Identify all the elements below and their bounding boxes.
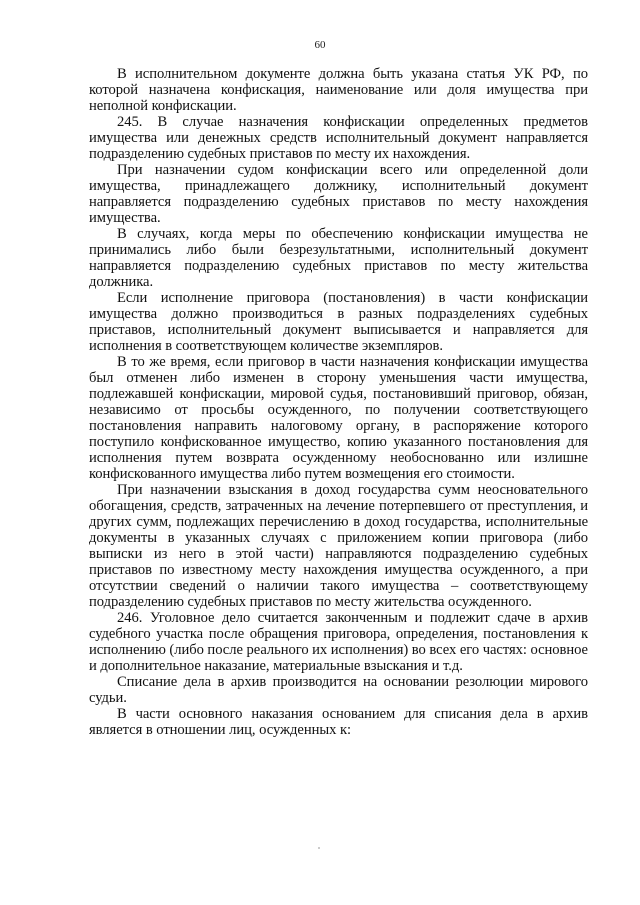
scan-speck xyxy=(318,847,320,849)
paragraph: В исполнительном документе должна быть указана статья УК РФ, по которой назначена конфискация, наименование или доля имущества при неполной конфискации. xyxy=(89,66,588,114)
paragraph: 245. В случае назначения конфискации определенных предметов имущества или денежных средств исполнительный документ направляется подразделению судебных приставов по месту их нахождения. xyxy=(89,114,588,162)
document-body xyxy=(89,66,588,738)
paragraph: Списание дела в архив производится на основании резолюции мирового судьи. xyxy=(89,674,588,706)
paragraph: 246. Уголовное дело считается законченным и подлежит сдаче в архив судебного участка после обращения приговора, определения, постановления к исполнению (либо после реального их исполнения) во всех его частях: основное и дополнительное наказание, материальные взыскания и т.д. xyxy=(89,610,588,674)
paragraph: В случаях, когда меры по обеспечению конфискации имущества не принимались либо были безрезультатными, исполнительный документ направляется подразделению судебных приставов по месту жительства должника. xyxy=(89,226,588,290)
paragraph: При назначении взыскания в доход государства сумм неосновательного обогащения, средств, затраченных на лечение потерпевшего от преступления, и других сумм, подлежащих перечислению в доход государства, исполнительные документы в указанных случаях с приложением копии приговора (либо выписки из него в этой части) направляются подразделению судебных приставов по известному месту нахождения имущества осужденного, а при отсутствии сведений о наличии такого имущества – соответствующему подразделению судебных приставов по месту жительства осужденного. xyxy=(89,482,588,610)
page-number: 60 xyxy=(314,39,326,51)
paragraph: В то же время, если приговор в части назначения конфискации имущества был отменен либо изменен в сторону уменьшения части имущества, подлежавшей конфискации, мировой судья, постановивший приговор, обязан, независимо от просьбы осужденного, по получении соответствующего постановления направить налоговому органу, в распоряжение которого поступило конфискованное имущество, копию указанного постановления для исполнения путем возврата осужденному необоснованно или излишне конфискованного имущества либо путем возмещения его стоимости. xyxy=(89,354,588,482)
paragraph: В части основного наказания основанием для списания дела в архив является в отношении лиц, осужденных к: xyxy=(89,706,588,738)
paragraph: При назначении судом конфискации всего или определенной доли имущества, принадлежащего должнику, исполнительный документ направляется подразделению судебных приставов по месту нахождения имущества. xyxy=(89,162,588,226)
paragraph: Если исполнение приговора (постановления) в части конфискации имущества должно производиться в разных подразделениях судебных приставов, исполнительный документ выписывается и направляется для исполнения в соответствующем количестве экземпляров. xyxy=(89,290,588,354)
